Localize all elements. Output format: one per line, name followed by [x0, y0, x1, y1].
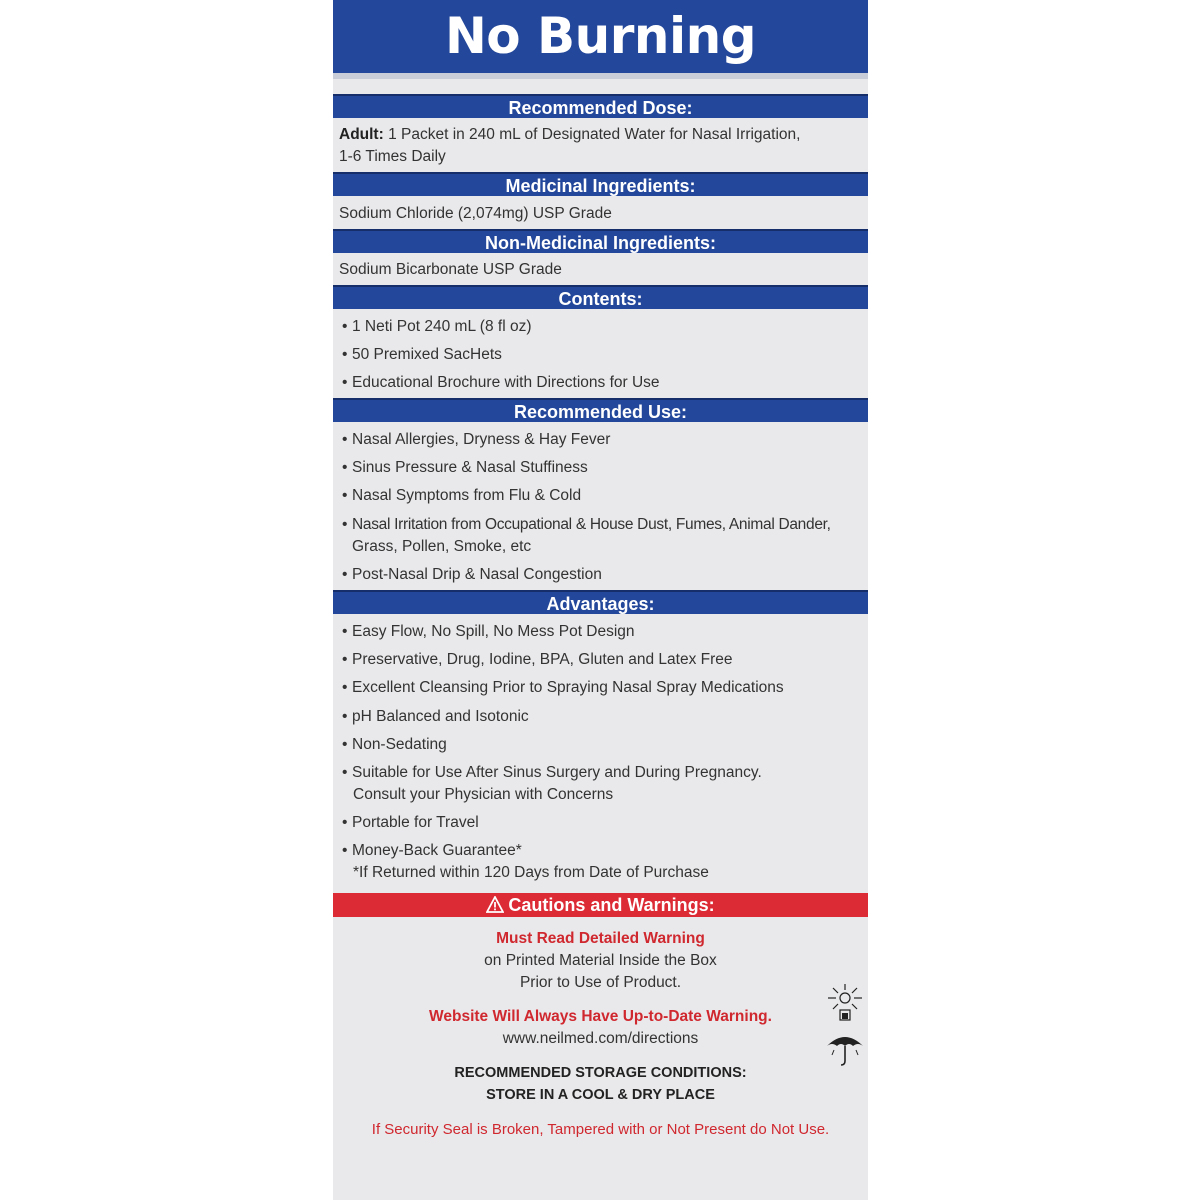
- list-item: • Money-Back Guarantee*: [339, 840, 864, 862]
- list-item: • Suitable for Use After Sinus Surgery and During Pregnancy.: [339, 762, 864, 784]
- keep-dry-icon: [824, 1030, 866, 1073]
- list-item: • Nasal Allergies, Dryness & Hay Fever: [339, 429, 864, 451]
- security-seal-warning: If Security Seal is Broken, Tampered with or Not Present do Not Use.: [371, 1121, 830, 1138]
- must-read-warning: [333, 928, 868, 950]
- storage-conditions-text: STORE IN A COOL & DRY PLACE: [486, 1087, 715, 1103]
- must-read-text: Must Read Detailed Warning: [496, 930, 705, 947]
- dose-line-2: 1-6 Times Daily: [339, 148, 446, 165]
- list-item: • Nasal Symptoms from Flu & Cold: [339, 485, 864, 507]
- list-item: • Preservative, Drug, Iodine, BPA, Gluten and Latex Free: [339, 649, 864, 671]
- list-item-continuation: *If Returned within 120 Days from Date of Purchase: [353, 864, 709, 881]
- non-medicinal-header: Non-Medicinal Ingredients:: [333, 229, 868, 253]
- list-item: • Easy Flow, No Spill, No Mess Pot Design: [339, 621, 864, 643]
- website-warning: [333, 1006, 868, 1028]
- list-item-continuation: Grass, Pollen, Smoke, etc: [352, 538, 532, 555]
- advantages-header: Advantages:: [333, 590, 868, 614]
- list-item: • pH Balanced and Isotonic: [339, 706, 864, 728]
- list-item-continuation: Consult your Physician with Concerns: [353, 786, 614, 803]
- recommended-use-header: Recommended Use:: [333, 398, 868, 422]
- warning-triangle-icon: [486, 895, 504, 919]
- list-item: • Excellent Cleansing Prior to Spraying Nasal Spray Medications: [339, 677, 864, 699]
- list-item: • 1 Neti Pot 240 mL (8 fl oz): [339, 316, 864, 338]
- contents-header: Contents:: [333, 285, 868, 309]
- website-warning-text: Website Will Always Have Up-to-Date Warning.: [429, 1008, 772, 1025]
- divider-stripe: [333, 73, 868, 79]
- dose-line-1: [339, 124, 864, 146]
- product-title: No Burning: [333, 0, 868, 73]
- package-panel: [333, 0, 868, 1200]
- dose-text: 1 Packet in 240 mL of Designated Water for Nasal Irrigation,: [383, 126, 801, 143]
- list-item: • Post-Nasal Drip & Nasal Congestion: [339, 564, 864, 586]
- list-item: • Non-Sedating: [339, 734, 864, 756]
- adult-label: Adult:: [339, 126, 384, 143]
- keep-away-from-sunlight-icon: [823, 982, 867, 1029]
- list-item: • Portable for Travel: [339, 812, 864, 834]
- dose-header: Recommended Dose:: [333, 94, 868, 118]
- list-item: • Sinus Pressure & Nasal Stuffiness: [339, 457, 864, 479]
- website-url: www.neilmed.com/directions: [502, 1030, 699, 1047]
- non-medicinal-text: Sodium Bicarbonate USP Grade: [339, 261, 562, 278]
- storage-conditions-title: RECOMMENDED STORAGE CONDITIONS:: [454, 1065, 747, 1081]
- list-item: • Nasal Irritation from Occupational & House Dust, Fumes, Animal Dander,: [339, 514, 864, 536]
- printed-material-text: on Printed Material Inside the Box: [484, 952, 717, 969]
- medicinal-text: Sodium Chloride (2,074mg) USP Grade: [339, 205, 612, 222]
- list-item: • 50 Premixed SacHets: [339, 344, 864, 366]
- cautions-header: [333, 893, 868, 917]
- medicinal-header: Medicinal Ingredients:: [333, 172, 868, 196]
- list-item: • Educational Brochure with Directions for Use: [339, 372, 864, 394]
- cautions-header-text: Cautions and Warnings:: [508, 895, 715, 915]
- prior-to-use-text: Prior to Use of Product.: [519, 974, 682, 991]
